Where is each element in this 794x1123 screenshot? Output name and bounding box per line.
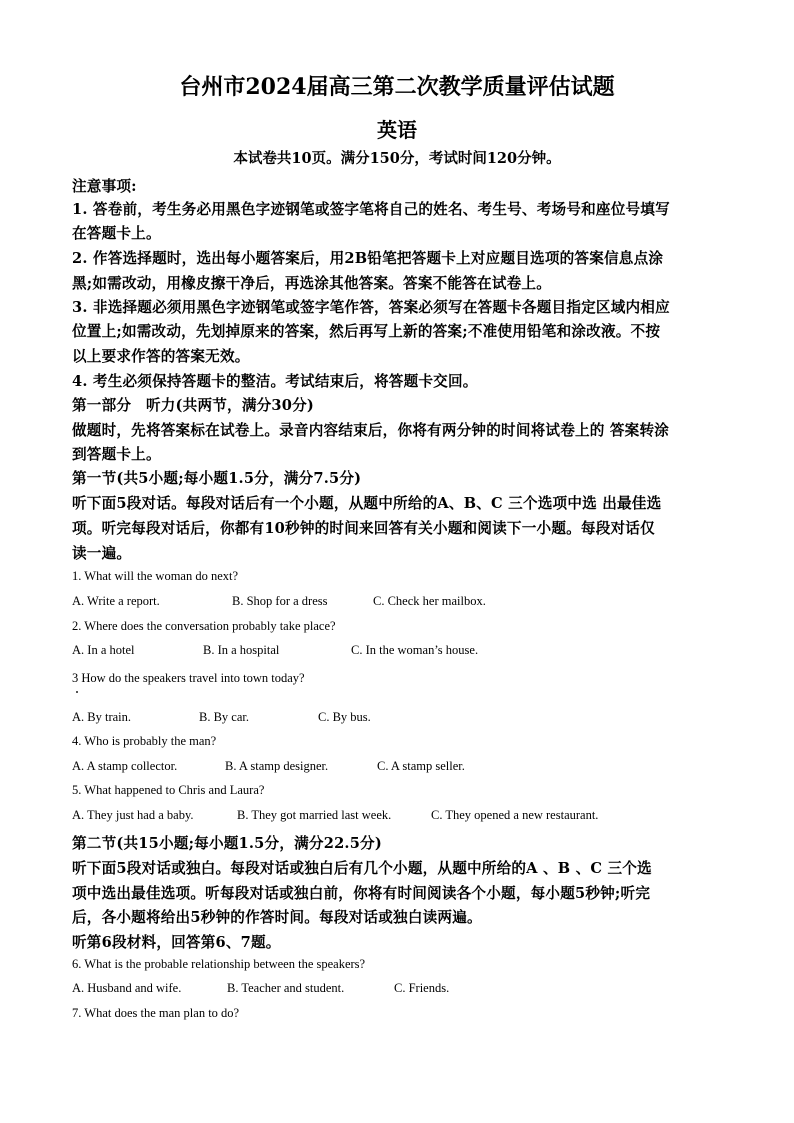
notice-line: 在答题卡上。 — [72, 225, 161, 242]
notice-line: 位置上;如需改动，先划掉原来的答案，然后再写上新的答案;不准使用铅笔和涂改液。不按 — [72, 323, 661, 340]
question-3: 3 How do the speakers travel into town today? — [72, 671, 305, 685]
question-7: 7. What does the man plan to do? — [72, 1006, 240, 1020]
question-5: 5. What happened to Chris and Laura? — [72, 783, 265, 797]
section2-intro-line: 后，各小题将给出5秒钟的作答时间。每段对话或独白读两遍。 — [72, 909, 482, 926]
q3-option-a: A. By train. — [72, 710, 132, 724]
q3-option-c: C. By bus. — [318, 710, 371, 724]
q2-option-b: B. In a hospital — [203, 643, 280, 657]
exam-title: 台州市2024届高三第二次教学质量评估试题 — [179, 74, 615, 100]
section2-intro-line: 听下面5段对话或独白。每段对话或独白后有几个小题，从题中所给的A 、B 、C 三个选 — [72, 860, 652, 877]
section1-intro-line: 读一遍。 — [72, 545, 132, 562]
notice-line: 1. 答卷前，考生务必用黑色字迹钢笔或签字笔将自己的姓名、考生号、考场号和座位号填写 — [72, 201, 670, 218]
notice-line: 黑;如需改动，用橡皮擦干净后，再选涂其他答案。答案不能答在试卷上。 — [72, 275, 551, 292]
notice-line: 2. 作答选择题时，选出每小题答案后，用2B铅笔把答题卡上对应题目选项的答案信息点涂 — [72, 250, 664, 267]
part1-intro-line: 做题时，先将答案标在试卷上。录音内容结束后，你将有两分钟的时间将试卷上的 答案转涂 — [72, 422, 670, 439]
q6-option-c: C. Friends. — [394, 981, 450, 995]
section2-intro-line: 项中选出最佳选项。听每段对话或独白前，你将有时间阅读各个小题，每小题5秒钟;听完 — [72, 885, 651, 902]
question-6: 6. What is the probable relationship between the speakers? — [72, 957, 366, 971]
question-1: 1. What will the woman do next? — [72, 569, 239, 583]
q1-option-c: C. Check her mailbox. — [373, 594, 486, 608]
section1-intro-line: 项。听完每段对话后，你都有10秒钟的时间来回答有关小题和阅读下一小题。每段对话仅 — [72, 520, 655, 537]
q5-option-a: A. They just had a baby. — [72, 808, 194, 822]
part1-heading: 第一部分 听力(共两节，满分30分) — [72, 397, 315, 414]
q6-option-a: A. Husband and wife. — [72, 981, 182, 995]
q4-option-b: B. A stamp designer. — [225, 759, 329, 773]
question-4: 4. Who is probably the man? — [72, 734, 217, 748]
notice-line: 4. 考生必须保持答题卡的整洁。考试结束后，将答题卡交回。 — [72, 373, 478, 390]
material-heading: 听第6段材料，回答第6、7题。 — [72, 934, 281, 951]
section1-intro-line: 听下面5段对话。每段对话后有一个小题，从题中所给的A、B、C 三个选项中选 出最佳选 — [72, 495, 662, 512]
q5-option-b: B. They got married last week. — [237, 808, 392, 822]
section1-heading: 第一节(共5小题;每小题1.5分，满分7.5分) — [72, 470, 362, 487]
q2-option-c: C. In the woman’s house. — [351, 643, 479, 657]
notice-line: 以上要求作答的答案无效。 — [72, 348, 250, 365]
exam-subject: 英语 — [377, 118, 417, 142]
part1-intro-line: 到答题卡上。 — [72, 446, 161, 463]
section2-heading: 第二节(共15小题;每小题1.5分，满分22.5分) — [72, 835, 382, 852]
q1-option-a: A. Write a report. — [72, 594, 160, 608]
q4-option-c: C. A stamp seller. — [377, 759, 465, 773]
question-2: 2. Where does the conversation probably take place? — [72, 619, 336, 633]
q4-option-a: A. A stamp collector. — [72, 759, 178, 773]
notice-line: 3. 非选择题必须用黑色字迹钢笔或签字笔作答，答案必须写在答题卡各题目指定区域内相应 — [72, 299, 670, 316]
q2-option-a: A. In a hotel — [72, 643, 135, 657]
exam-info: 本试卷共10页。满分150分，考试时间120分钟。 — [233, 150, 561, 167]
q3-option-b: B. By car. — [199, 710, 249, 724]
notice-heading: 注意事项: — [72, 178, 137, 195]
q5-option-c: C. They opened a new restaurant. — [431, 808, 599, 822]
stray-mark — [76, 691, 78, 693]
q1-option-b: B. Shop for a dress — [232, 594, 328, 608]
q6-option-b: B. Teacher and student. — [227, 981, 345, 995]
